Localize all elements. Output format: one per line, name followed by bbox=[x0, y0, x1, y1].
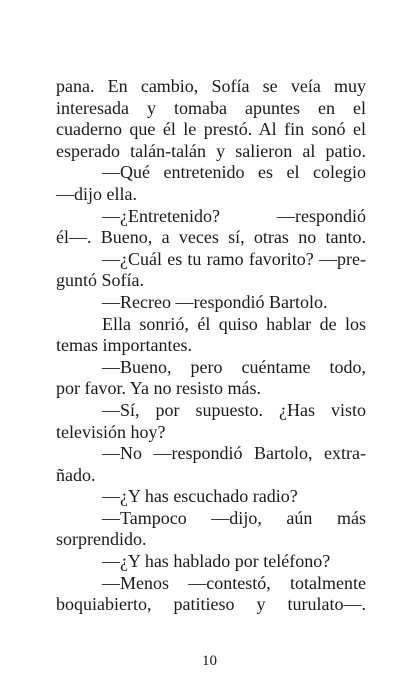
text-line: —Menos —contestó, totalmente bbox=[102, 572, 366, 593]
text-line: pana. En cambio, Sofía se veía muy bbox=[56, 76, 366, 96]
text-line: —Recreo —respondió Bartolo. bbox=[102, 291, 328, 312]
body-text bbox=[56, 76, 366, 616]
text-line: —No —respondió Bartolo, extra- bbox=[102, 443, 366, 464]
text-line: guntó Sofía. bbox=[56, 270, 144, 291]
text-line: ñado. bbox=[56, 464, 96, 485]
text-line: —Bueno, pero cuéntame todo, bbox=[102, 356, 366, 377]
text-line: —¿Cuál es tu ramo favorito? —pre- bbox=[102, 248, 366, 269]
text-line: esperado talán-talán y salieron al patio. bbox=[56, 140, 366, 161]
text-line: —¿Y has hablado por teléfono? bbox=[102, 551, 331, 572]
text-line: él—. Bueno, a veces sí, otras no tanto. bbox=[56, 227, 366, 248]
text-line: —dijo ella. bbox=[56, 183, 137, 204]
text-line: boquiabierto, patitieso y turulato—. bbox=[56, 594, 366, 615]
text-line: —Tampoco —dijo, aún más bbox=[102, 507, 366, 528]
text-line: Ella sonrió, él quiso hablar de los bbox=[102, 313, 366, 334]
text-line: temas importantes. bbox=[56, 335, 192, 356]
text-line: —Qué entretenido es el colegio bbox=[102, 162, 366, 183]
text-line: interesada y tomaba apuntes en el bbox=[56, 97, 366, 118]
text-line: —Sí, por supuesto. ¿Has visto bbox=[102, 399, 366, 420]
text-line: por favor. Ya no resisto más. bbox=[56, 378, 261, 399]
text-line: —¿Entretenido? —respondió bbox=[102, 205, 366, 226]
page-number: 10 bbox=[202, 653, 217, 669]
text-line: televisión hoy? bbox=[56, 421, 166, 442]
text-line: cuaderno que él le prestó. Al fin sonó el bbox=[56, 119, 366, 140]
text-line: sorprendido. bbox=[56, 529, 147, 550]
text-line: —¿Y has escuchado radio? bbox=[102, 486, 298, 507]
